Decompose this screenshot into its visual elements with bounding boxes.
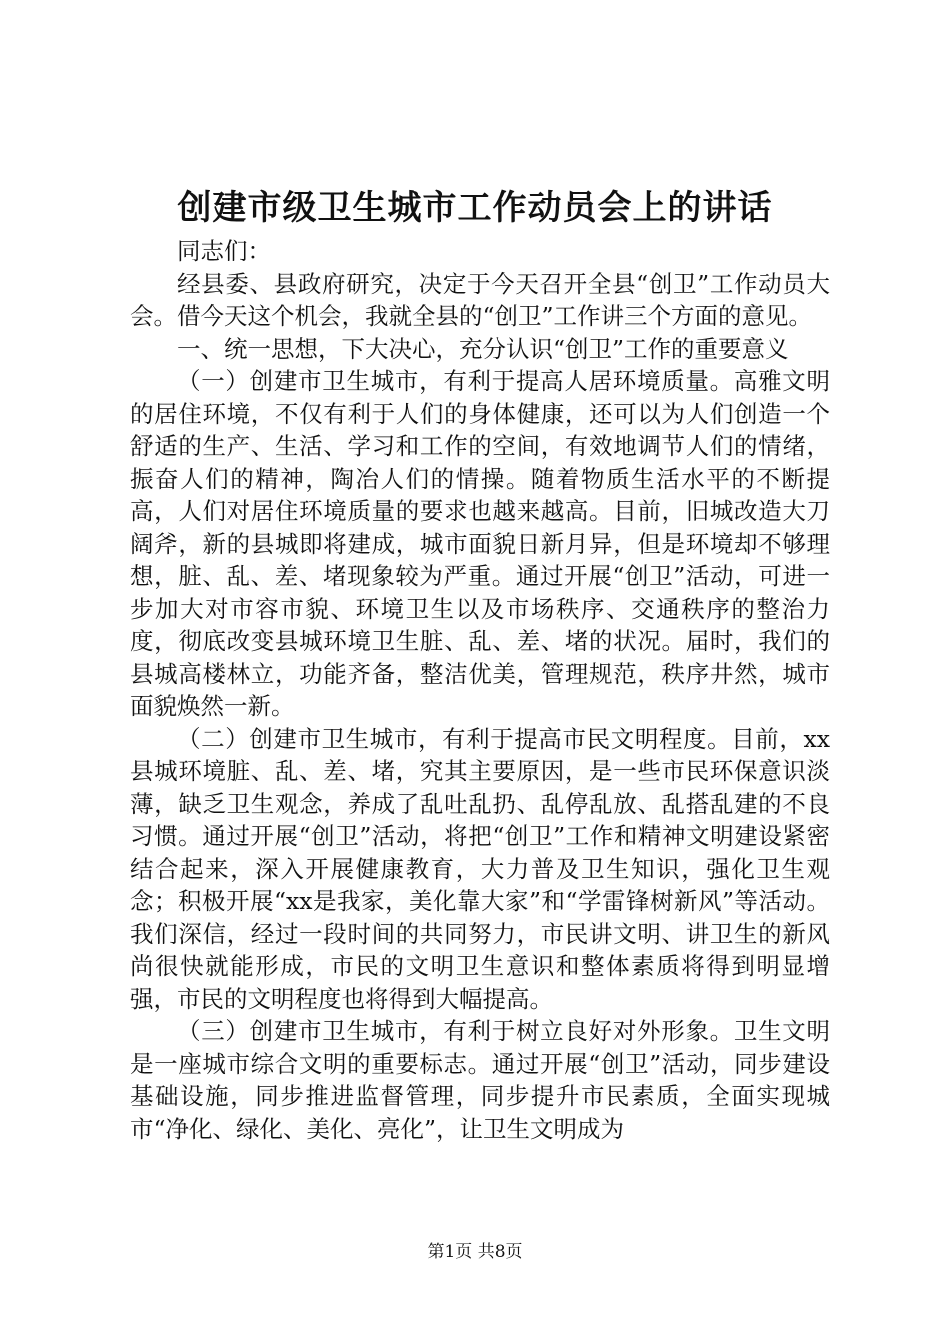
- intro-paragraph: 经县委、县政府研究，决定于今天召开全县“创卫”工作动员大会。借今天这个机会，我就全县的“创卫”工作讲三个方面的意见。: [130, 269, 830, 330]
- section-heading-1: 一、统一思想，下大决心，充分认识“创卫”工作的重要意义: [177, 334, 789, 363]
- subsection-paragraph-3: （三）创建市卫生城市，有利于树立良好对外形象。卫生文明是一座城市综合文明的重要标志。通过开展“创卫”活动，同步建设基础设施，同步推进监督管理，同步提升市民素质，全面实现城市“净化、绿化、美化、亮化”，让卫生文明成为: [130, 1017, 830, 1143]
- subsection-paragraph-1: （一）创建市卫生城市，有利于提高人居环境质量。高雅文明的居住环境，不仅有利于人们的身体健康，还可以为人们创造一个舒适的生产、生活、学习和工作的空间，有效地调节人们的情绪，振奋人们的精神，陶冶人们的情操。随着物质生活水平的不断提高，人们对居住环境质量的要求也越来越高。目前，旧城改造大刀阔斧，新的县城即将建成，城市面貌日新月异，但是环境却不够理想，脏、乱、差、堵现象较为严重。通过开展“创卫”活动，可进一步加大对市容市貌、环境卫生以及市场秩序、交通秩序的整治力度，彻底改变县城环境卫生脏、乱、差、堵的状况。届时，我们的县城高楼林立，功能齐备，整洁优美，管理规范，秩序井然，城市面貌焕然一新。: [130, 367, 830, 720]
- salutation-paragraph: 同志们：: [177, 237, 271, 265]
- document-title: 创建市级卫生城市工作动员会上的讲话: [177, 188, 773, 228]
- page-footer: 第1页 共8页: [427, 1242, 523, 1262]
- subsection-paragraph-2: （二）创建市卫生城市，有利于提高市民文明程度。目前，xx县城环境脏、乱、差、堵，究其主要原因，是一些市民环保意识淡薄，缺乏卫生观念，养成了乱吐乱扔、乱停乱放、乱搭乱建的不良习惯。通过开展“创卫”活动，将把“创卫”工作和精神文明建设紧密结合起来，深入开展健康教育，大力普及卫生知识，强化卫生观念；积极开展“xx是我家，美化靠大家”和“学雷锋树新风”等活动。我们深信，经过一段时间的共同努力，市民讲文明、讲卫生的新风尚很快就能形成，市民的文明卫生意识和整体素质将得到明显增强，市民的文明程度也将得到大幅提高。: [130, 724, 830, 1013]
- document-body: [130, 235, 830, 1145]
